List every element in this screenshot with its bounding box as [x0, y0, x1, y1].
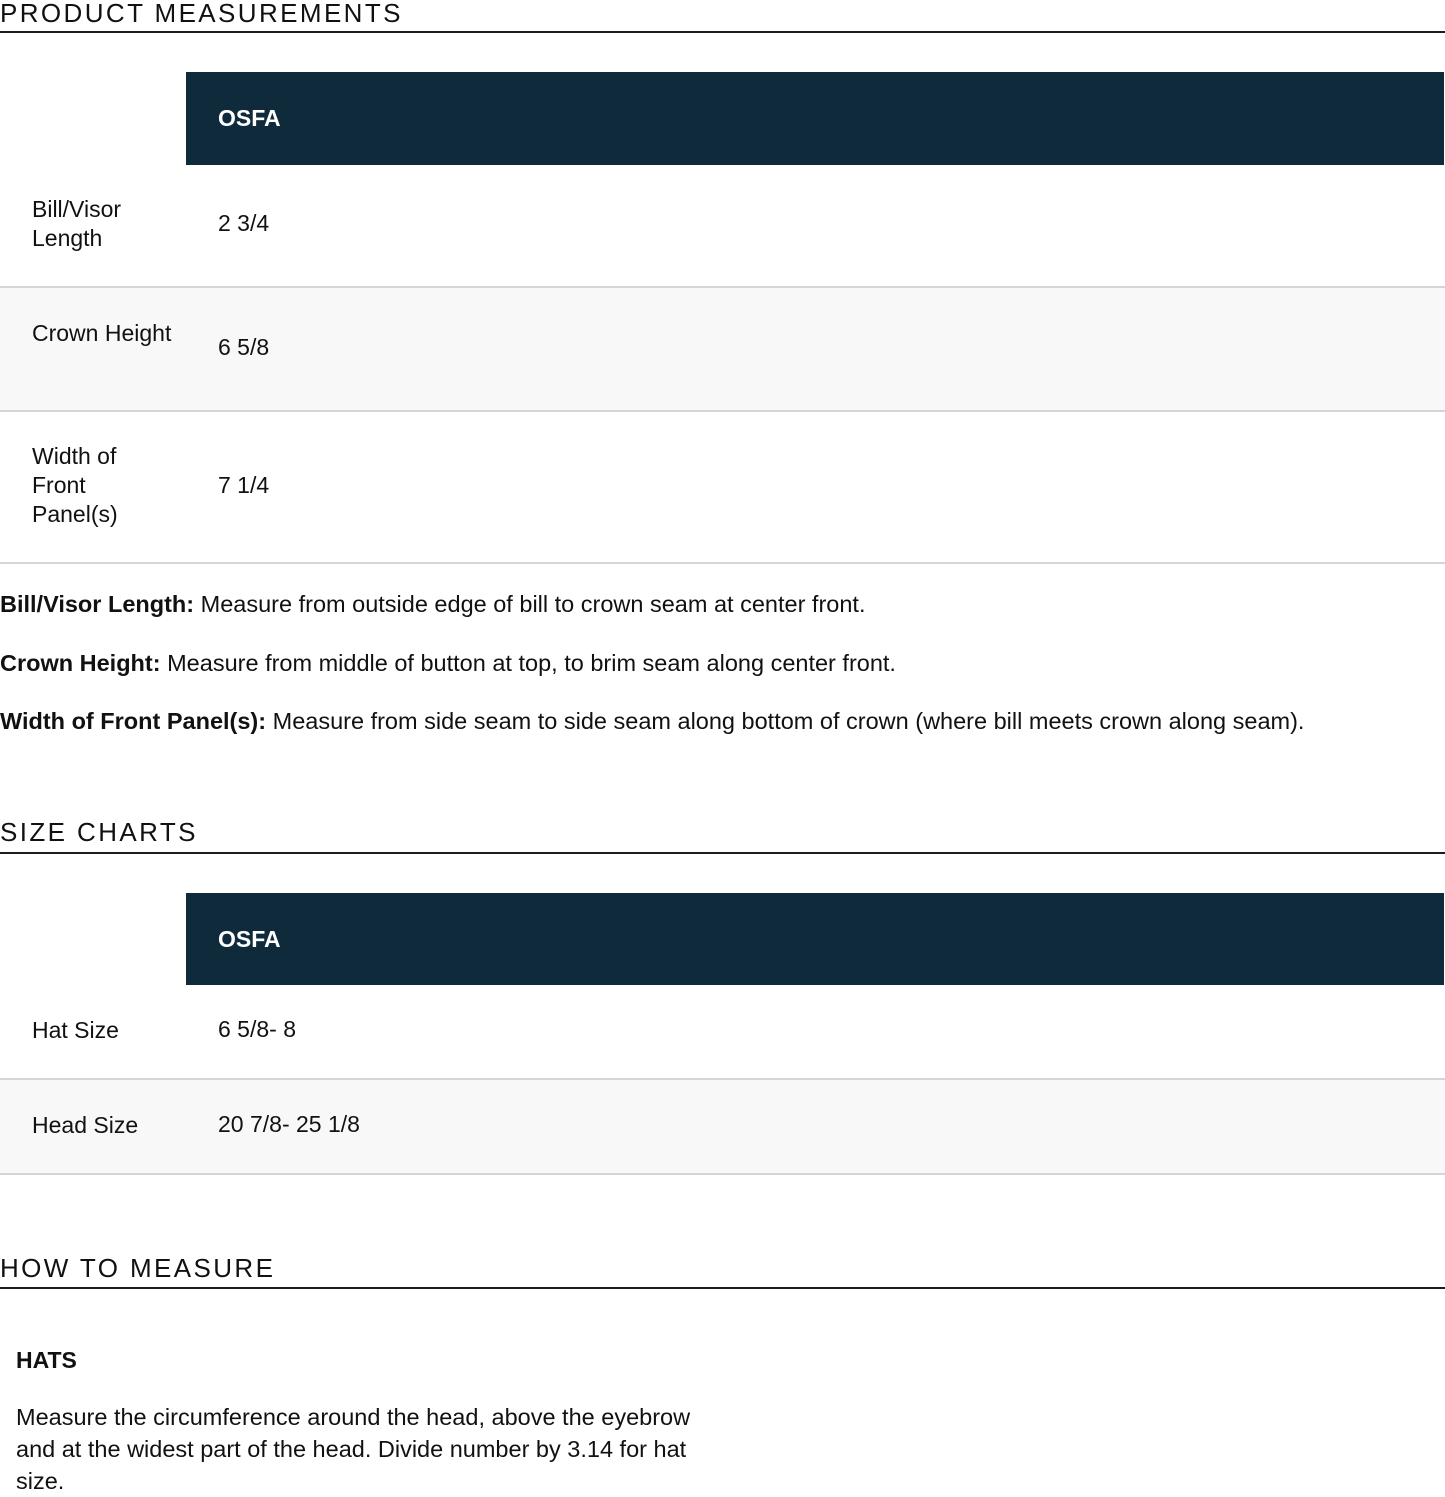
- row-value: 6 5/8- 8: [218, 1016, 296, 1042]
- row-label: Bill/Visor Length: [32, 196, 122, 251]
- size-charts-title: SIZE CHARTS: [0, 817, 198, 847]
- row-label: Crown Height: [32, 320, 172, 346]
- how-to-measure-title: HOW TO MEASURE: [0, 1253, 276, 1283]
- definition-term: Crown Height:: [0, 650, 161, 676]
- definition-term: Width of Front Panel(s):: [0, 708, 267, 734]
- table-row: [0, 288, 1445, 412]
- hats-instructions: Measure the circumference around the head, above the eyebrow and at the widest part of the head. Divide number by 3.14 for hat size.: [16, 1404, 691, 1494]
- definition-front-panel: [0, 707, 1440, 735]
- hats-heading: HATS: [16, 1347, 77, 1373]
- size-header-label: OSFA: [218, 105, 281, 131]
- definition-text: Measure from side seam to side seam along bottom of crown (where bill meets crown along seam).: [266, 708, 1305, 734]
- section-divider: [0, 31, 1445, 33]
- table-row: [0, 985, 1445, 1080]
- section-divider: [0, 852, 1445, 854]
- definition-crown-height: [0, 649, 1440, 677]
- definition-text: Measure from middle of button at top, to brim seam along center front.: [160, 650, 896, 676]
- section-divider: [0, 1287, 1445, 1289]
- row-value: 6 5/8: [218, 334, 270, 360]
- row-label: Width of Front Panel(s): [32, 443, 118, 527]
- definition-bill-visor: [0, 590, 1440, 618]
- definition-text: Measure from outside edge of bill to crown seam at center front.: [194, 591, 866, 617]
- row-label: Head Size: [32, 1112, 139, 1138]
- table-row: [0, 165, 1445, 288]
- table-row: [0, 1080, 1445, 1175]
- row-value: 7 1/4: [218, 472, 270, 498]
- measurements-size-header: [186, 72, 1444, 165]
- table-row: [0, 412, 1445, 564]
- row-value: 2 3/4: [218, 210, 270, 236]
- size-chart-header: [186, 893, 1444, 985]
- row-value: 20 7/8- 25 1/8: [218, 1111, 360, 1137]
- definition-term: Bill/Visor Length:: [0, 591, 195, 617]
- size-header-label: OSFA: [218, 925, 281, 952]
- row-label: Hat Size: [32, 1017, 119, 1043]
- product-measurements-title: PRODUCT MEASUREMENTS: [0, 0, 403, 28]
